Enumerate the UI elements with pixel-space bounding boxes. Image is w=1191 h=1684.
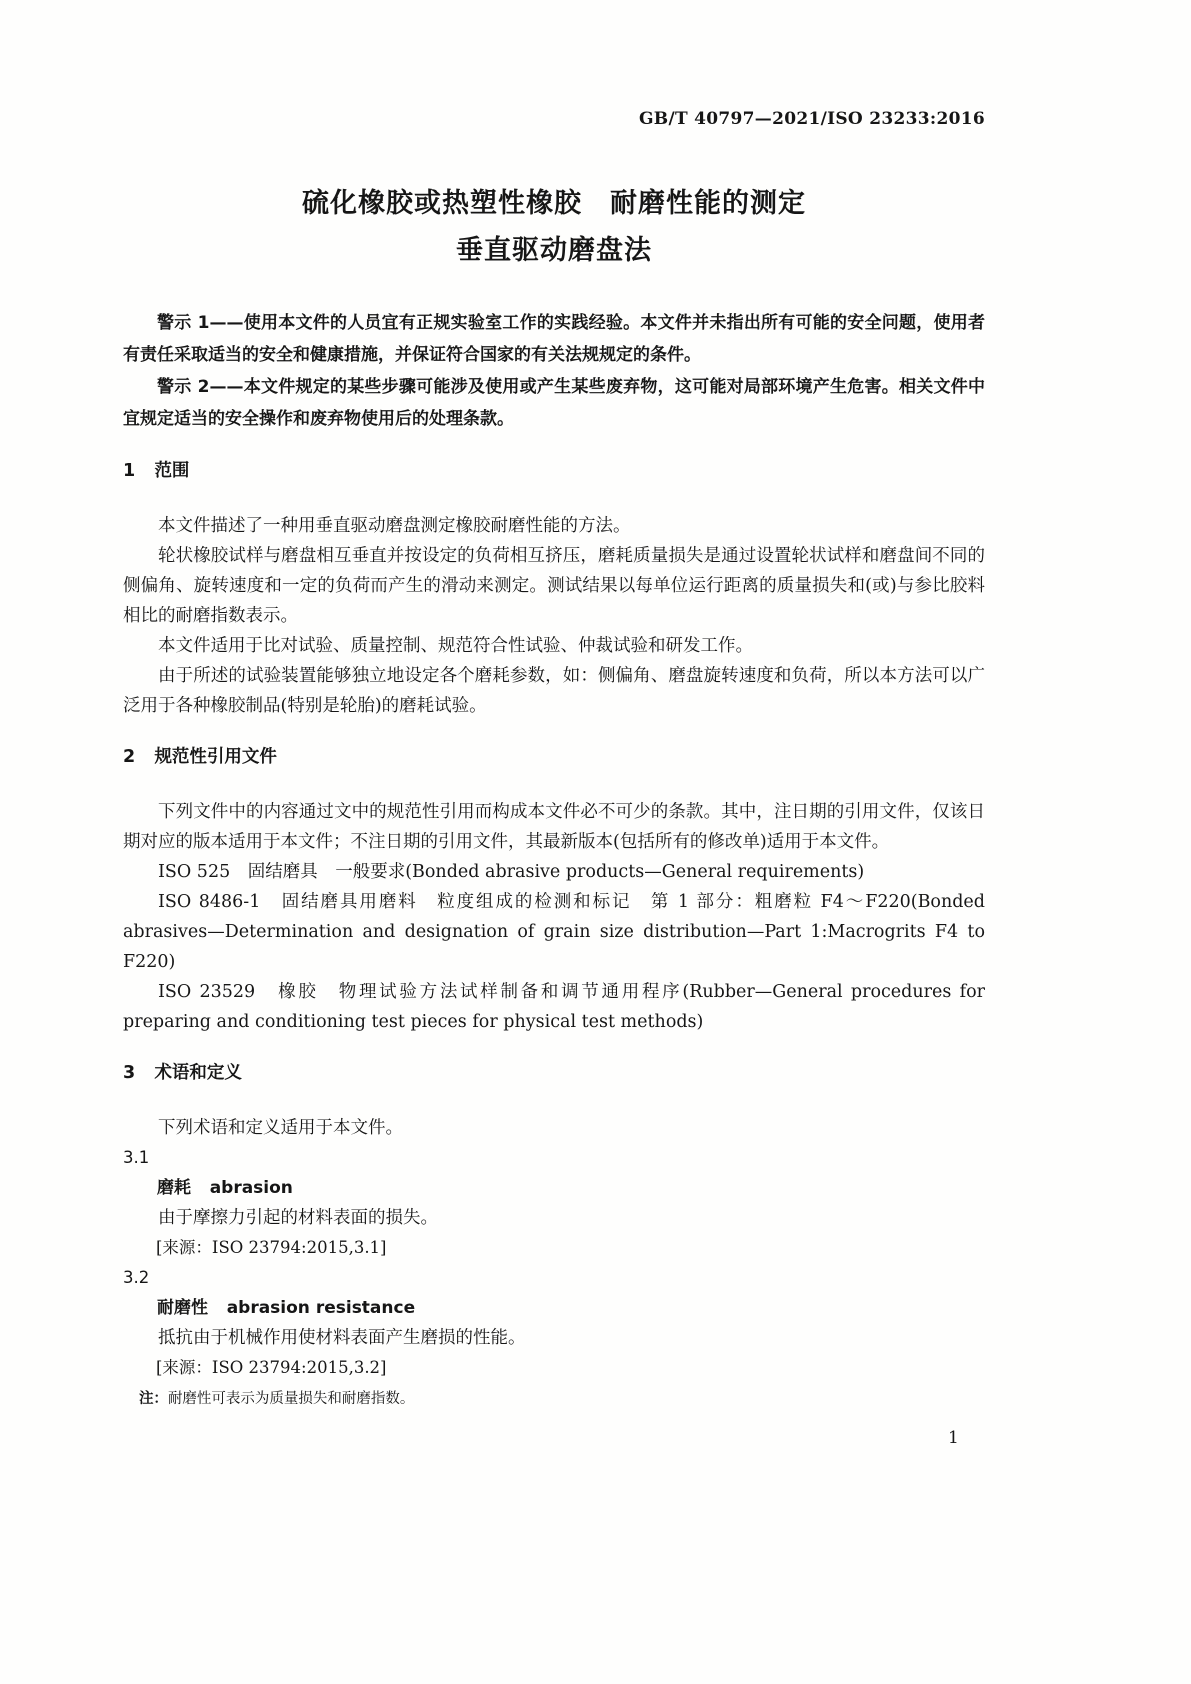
term-english: abrasion resistance: [226, 1298, 416, 1318]
document-title-line-1: 硫化橡胶或热塑性橡胶 耐磨性能的测定: [302, 188, 806, 219]
document-title-line-2: 垂直驱动磨盘法: [456, 235, 652, 266]
scope-paragraph-3: 本文件适用于比对试验、质量控制、规范符合性试验、仲裁试验和研发工作。: [158, 636, 753, 656]
warning-1-paragraph: 警示 1——使用本文件的人员宜有正规实验室工作的实践经验。本文件并未指出所有可能的安全问题，使用者有责任采取适当的安全和健康措施，并保证符合国家的有关法规规定的条件。: [123, 313, 985, 365]
section-2-title: 规范性引用文件: [154, 747, 277, 767]
page-number: 1: [948, 1428, 959, 1448]
warning-2-paragraph: 警示 2——本文件规定的某些步骤可能涉及使用或产生某些废弃物，这可能对局部环境产生危害。相关文件中宜规定适当的安全操作和废弃物使用后的处理条款。: [123, 377, 985, 429]
section-1-title: 范围: [154, 461, 190, 481]
term-number: 3.1: [123, 1148, 150, 1167]
page-content: [123, 108, 985, 1413]
section-1-scope: [123, 456, 985, 721]
section-3-terms-definitions: [123, 1058, 985, 1413]
section-2-number: 2: [123, 747, 136, 767]
section-3-title: 术语和定义: [154, 1063, 242, 1083]
document-title: [123, 180, 985, 274]
term-source: [来源：ISO 23794:2015,3.2]: [156, 1358, 387, 1377]
warnings-block: [123, 307, 985, 435]
term-entry-3-2: [123, 1263, 985, 1413]
term-definition: 由于摩擦力引起的材料表面的损失。: [158, 1208, 438, 1228]
scope-paragraph-4: 由于所述的试验装置能够独立地设定各个磨耗参数，如：侧偏角、磨盘旋转速度和负荷，所以本方法可以广泛用于各种橡胶制品(特别是轮胎)的磨耗试验。: [123, 666, 985, 716]
term-heading: [123, 1293, 985, 1323]
term-chinese: 耐磨性: [157, 1298, 208, 1318]
section-1-heading: [123, 456, 985, 487]
reference-item: ISO 8486-1 固结磨具用磨料 粒度组成的检测和标记 第 1 部分：粗磨粒 F4～F220(Bonded abrasives—Determination and designation of grain size distribution—Part 1:Macrogrits F4 to F220): [123, 892, 985, 972]
term-english: abrasion: [209, 1178, 293, 1198]
scope-paragraph-1: 本文件描述了一种用垂直驱动磨盘测定橡胶耐磨性能的方法。: [158, 516, 631, 536]
standard-number: GB/T 40797—2021/ISO 23233:2016: [638, 109, 985, 129]
term-note: [123, 1385, 985, 1413]
terms-intro-paragraph: 下列术语和定义适用于本文件。: [158, 1118, 403, 1138]
term-entry-3-1: [123, 1143, 985, 1263]
references-intro-paragraph: 下列文件中的内容通过文中的规范性引用而构成本文件必不可少的条款。其中，注日期的引用文件，仅该日期对应的版本适用于本文件；不注日期的引用文件，其最新版本(包括所有的修改单)适用于本文件。: [123, 802, 985, 852]
scope-paragraph-2: 轮状橡胶试样与磨盘相互垂直并按设定的负荷相互挤压，磨耗质量损失是通过设置轮状试样和磨盘间不同的侧偏角、旋转速度和一定的负荷而产生的滑动来测定。测试结果以每单位运行距离的质量损失和(或)与参比胶料相比的耐磨指数表示。: [123, 546, 985, 626]
term-chinese: 磨耗: [157, 1178, 191, 1198]
note-text: 耐磨性可表示为质量损失和耐磨指数。: [167, 1391, 415, 1407]
term-number: 3.2: [123, 1268, 150, 1287]
section-2-normative-references: [123, 742, 985, 1037]
section-3-heading: [123, 1058, 985, 1089]
term-definition: 抵抗由于机械作用使材料表面产生磨损的性能。: [158, 1328, 526, 1348]
section-3-number: 3: [123, 1063, 136, 1083]
note-label: 注：: [138, 1391, 168, 1407]
section-2-heading: [123, 742, 985, 773]
reference-item: ISO 525 固结磨具 一般要求(Bonded abrasive products—General requirements): [158, 862, 865, 882]
section-1-number: 1: [123, 461, 136, 481]
reference-item: ISO 23529 橡胶 物理试验方法试样制备和调节通用程序(Rubber—General procedures for preparing and conditioning test pieces for physical test methods): [123, 982, 985, 1032]
term-heading: [123, 1173, 985, 1203]
term-source: [来源：ISO 23794:2015,3.1]: [156, 1238, 387, 1257]
